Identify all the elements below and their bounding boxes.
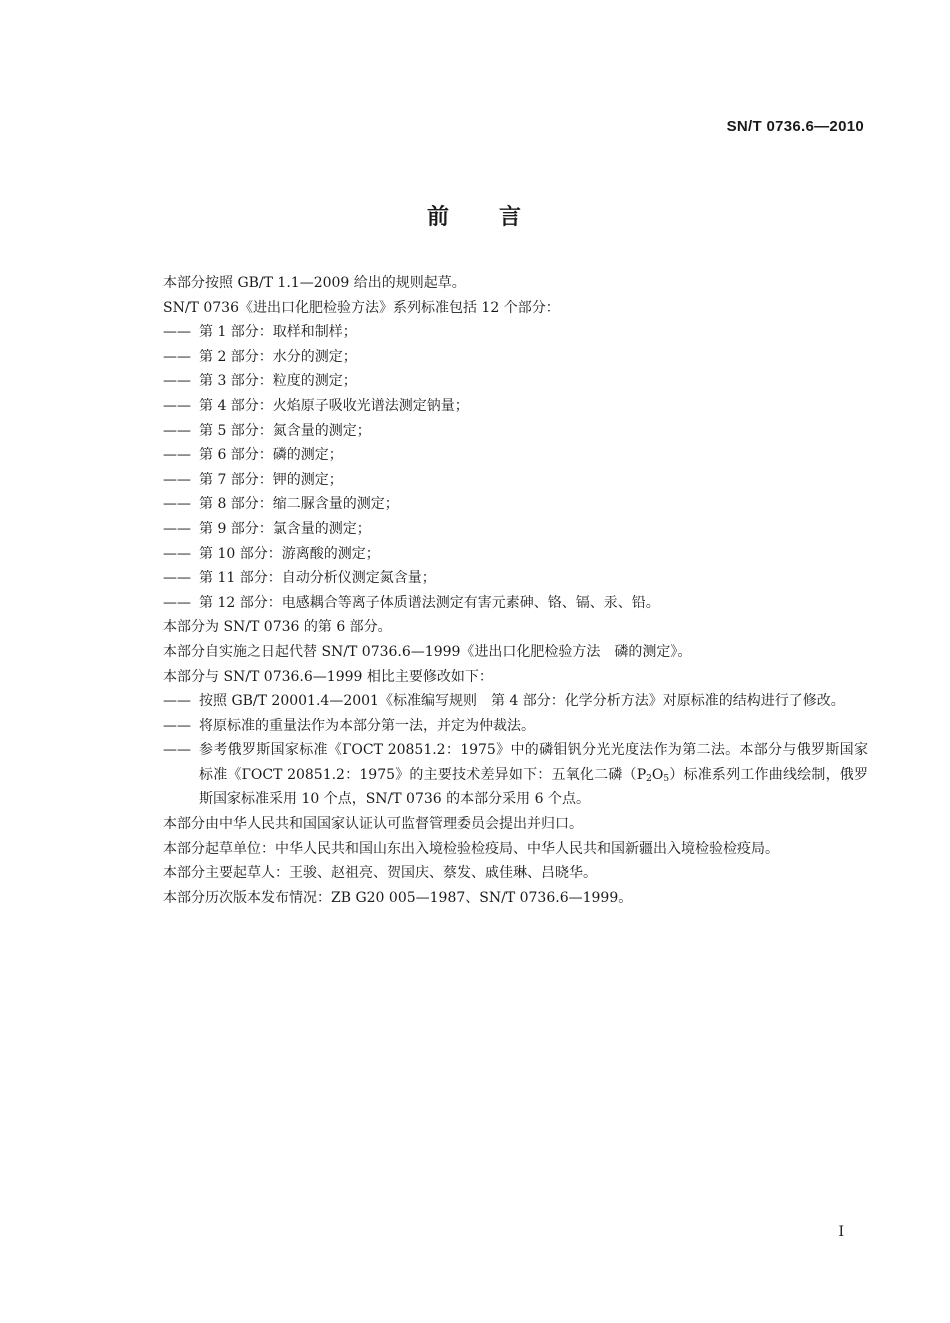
dash-marker: ——: [163, 717, 191, 734]
part-text: 第 10 部分：游离酸的测定；: [199, 545, 380, 562]
dash-marker: ——: [163, 397, 191, 414]
dash-marker: ——: [163, 496, 191, 513]
changes-list: [163, 689, 868, 812]
dash-marker: ——: [163, 693, 191, 710]
title-char-1: 前: [426, 205, 451, 230]
paragraph-drafters: 本部分主要起草人：王骏、赵祖亮、贺国庆、蔡发、戚佳琳、吕晓华。: [163, 865, 597, 882]
list-item: [163, 591, 868, 616]
part-text: 第 4 部分：火焰原子吸收光谱法测定钠量；: [199, 397, 469, 414]
part-text: 第 3 部分：粒度的测定；: [199, 373, 357, 390]
list-item: [163, 419, 868, 444]
paragraph-part-number: 本部分为 SN/T 0736 的第 6 部分。: [163, 619, 392, 636]
list-item: [163, 468, 868, 493]
change-text: 将原标准的重量法作为本部分第一法，并定为仲裁法。: [199, 717, 535, 734]
change-text: 按照 GB/T 20001.4—2001《标准编写规则 第 4 部分：化学分析方法》对原标准的结构进行了修改。: [199, 693, 845, 710]
dash-marker: ——: [163, 471, 191, 488]
list-item: [163, 517, 868, 542]
dash-marker: ——: [163, 422, 191, 439]
oxygen-symbol: O: [651, 766, 664, 783]
part-text: 第 8 部分：缩二脲含量的测定；: [199, 496, 399, 513]
dash-marker: ——: [163, 520, 191, 537]
dash-marker: ——: [163, 545, 191, 562]
page-title: [0, 200, 950, 231]
dash-marker: ——: [163, 324, 191, 341]
change-text: [199, 738, 868, 812]
list-item: [163, 443, 868, 468]
part-text: 第 6 部分：磷的测定；: [199, 447, 343, 464]
dash-marker: ——: [163, 570, 191, 587]
list-item: [163, 714, 868, 739]
list-item: [163, 492, 868, 517]
paragraph-series-intro: SN/T 0736《进出口化肥检验方法》系列标准包括 12 个部分：: [163, 299, 560, 316]
list-item: [163, 738, 868, 812]
part-text: 第 9 部分：氯含量的测定；: [199, 520, 371, 537]
dash-marker: ——: [163, 373, 191, 390]
part-text: 第 1 部分：取样和制样；: [199, 324, 357, 341]
dash-marker: ——: [163, 594, 191, 611]
dash-marker: ——: [163, 348, 191, 365]
list-item: [163, 394, 868, 419]
parts-list: [163, 320, 868, 615]
subscript-5: 5: [663, 773, 670, 784]
document-code: SN/T 0736.6—2010: [726, 118, 864, 135]
list-item: [163, 566, 868, 591]
dash-marker: ——: [163, 742, 191, 759]
subscript-2: 2: [646, 773, 652, 784]
change-text-part-b: ）标准系列工作曲线绘制，俄罗斯国家标准采用 10 个点，SN/T 0736 的本部分采用 6 个点。: [199, 766, 868, 808]
title-char-2: 言: [499, 205, 524, 230]
page-number: I: [838, 1224, 844, 1240]
list-item: [163, 320, 868, 345]
paragraph-changes-intro: 本部分与 SN/T 0736.6—1999 相比主要修改如下：: [163, 668, 493, 685]
paragraph-replaces: 本部分自实施之日起代替 SN/T 0736.6—1999《进出口化肥检验方法 磷的测定》。: [163, 643, 692, 660]
part-text: 第 2 部分：水分的测定；: [199, 348, 357, 365]
list-item: [163, 369, 868, 394]
list-item: [163, 689, 868, 714]
list-item: [163, 542, 868, 567]
part-text: 第 5 部分：氮含量的测定；: [199, 422, 371, 439]
paragraph-drafting-units: 本部分起草单位：中华人民共和国山东出入境检验检疫局、中华人民共和国新疆出入境检验检疫局。: [163, 840, 779, 857]
paragraph-proposer: 本部分由中华人民共和国国家认证认可监督管理委员会提出并归口。: [163, 816, 583, 833]
paragraph-drafting-rules: 本部分按照 GB/T 1.1—2009 给出的规则起草。: [163, 275, 466, 291]
dash-marker: ——: [163, 447, 191, 464]
change-text-part-a: 参考俄罗斯国家标准《ГОСТ 20851.2：1975》中的磷钼钒分光光度法作为第二法。本部分与俄罗斯国家标准《ГОСТ 20851.2：1975》的主要技术差异如下：五氧化二磷（P: [199, 742, 868, 783]
part-text: 第 12 部分：电感耦合等离子体质谱法测定有害元素砷、铬、镉、汞、铅。: [199, 594, 660, 611]
part-text: 第 11 部分：自动分析仪测定氮含量；: [199, 570, 436, 587]
paragraph-history: 本部分历次版本发布情况：ZB G20 005—1987、SN/T 0736.6—1999。: [163, 889, 633, 906]
foreword-body: [163, 271, 868, 910]
part-text: 第 7 部分：钾的测定；: [199, 471, 343, 488]
list-item: [163, 345, 868, 370]
